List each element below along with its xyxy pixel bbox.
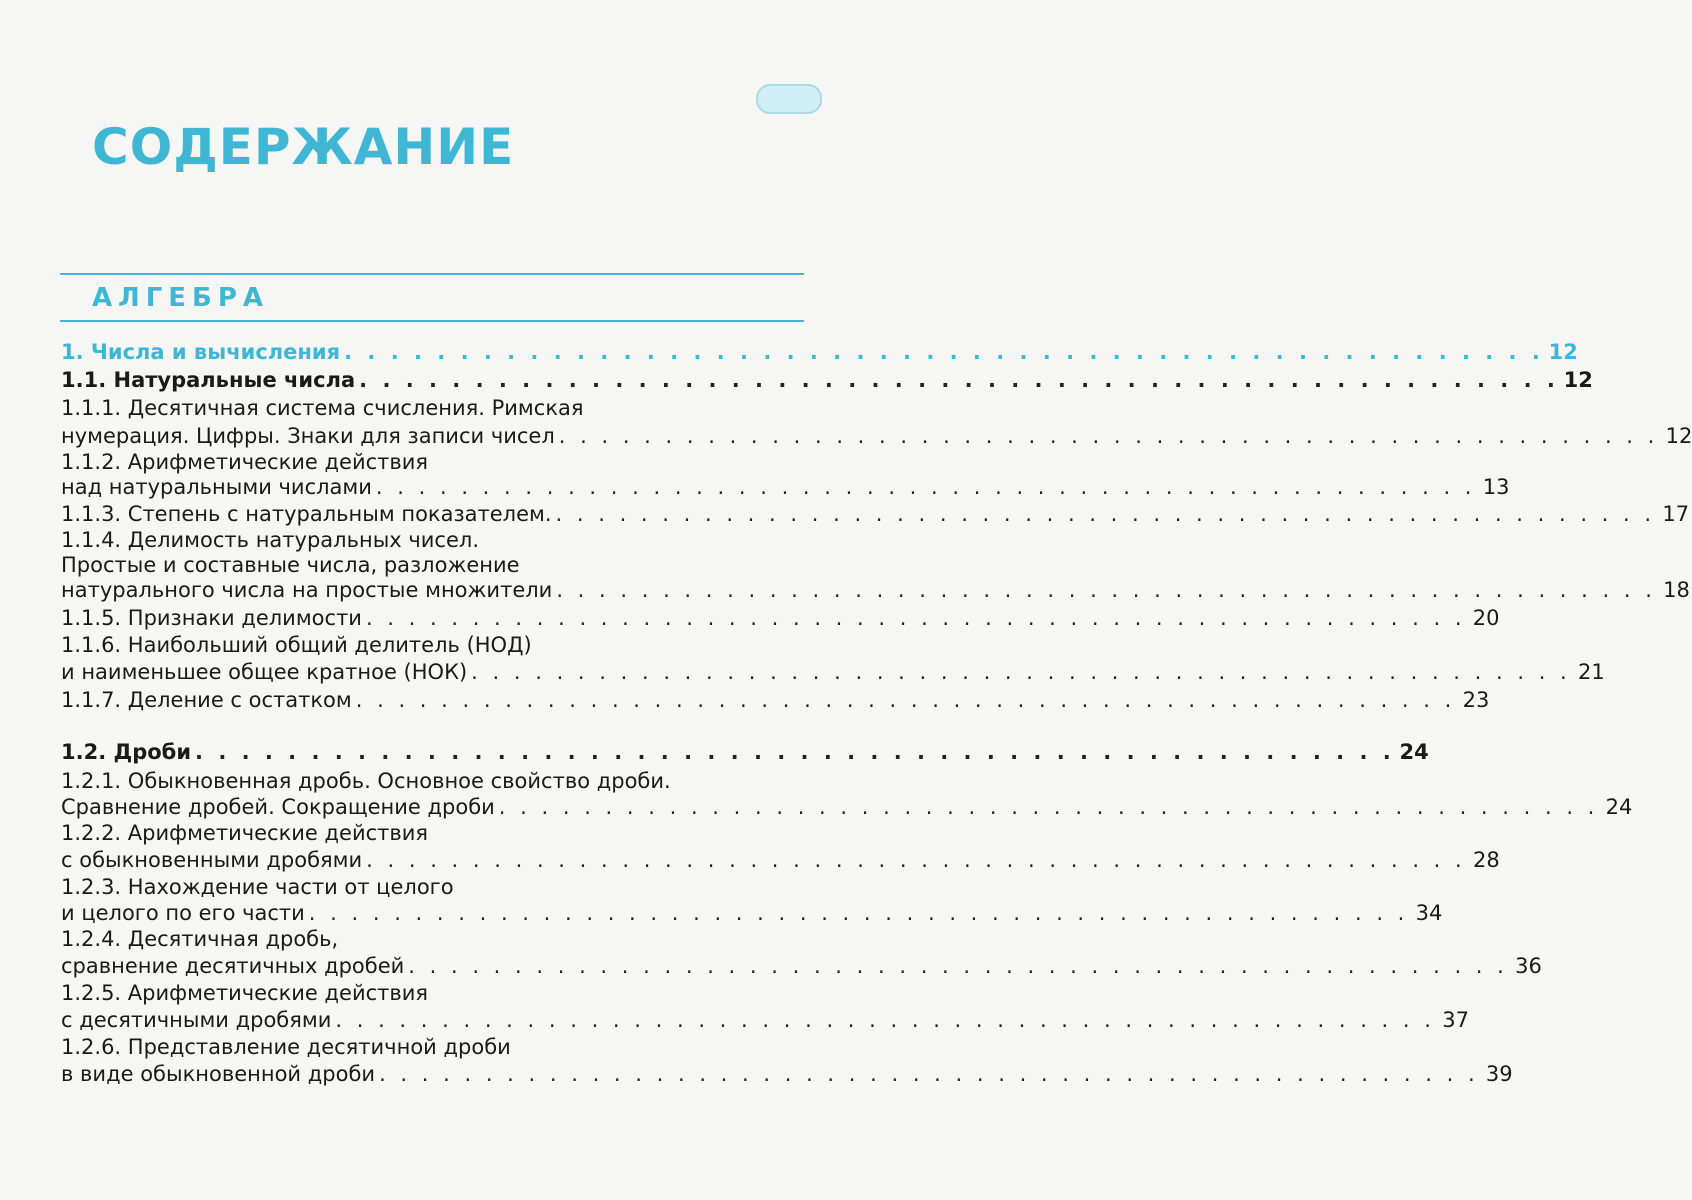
toc-entry	[61, 394, 1692, 450]
toc-entry-text: 1.1.4. Делимость натуральных чисел.	[61, 528, 479, 552]
toc-page-number: 34	[1415, 901, 1443, 925]
toc-page-number: 39	[1485, 1062, 1513, 1086]
toc-entry	[61, 632, 1605, 686]
toc-entry	[61, 604, 1500, 632]
toc-page-number: 24	[1399, 740, 1429, 764]
toc-entry-text: 1.1.1. Десятичная система счисления. Римская	[61, 396, 584, 420]
toc-page-number: 17	[1662, 502, 1690, 526]
toc-entry	[61, 874, 1443, 926]
toc-entry	[61, 820, 1500, 874]
toc-entry-text: 1.2. Дроби	[61, 740, 192, 764]
toc-entry-text: с десятичными дробями	[61, 1008, 332, 1032]
leader-dots: . . . . . . . . . . . . . . . . . . . . . . . . . . . . . . . . . . . . . . . . . . . . . . . . . . . .	[498, 795, 1599, 819]
toc-entry-text: 1.2.4. Десятичная дробь,	[61, 927, 339, 951]
toc-page-number: 20	[1472, 606, 1500, 630]
toc-entry-text: 1.1.5. Признаки делимости	[61, 606, 362, 630]
toc-page-number: 12	[1665, 424, 1692, 448]
page-title: СОДЕРЖАНИЕ	[92, 118, 515, 176]
section-heading: АЛГЕБРА	[92, 283, 270, 313]
toc-entry-text: 1.2.1. Обыкновенная дробь. Основное свойство дроби.	[61, 769, 671, 793]
leader-dots: . . . . . . . . . . . . . . . . . . . . . . . . . . . . . . . . . . . . . . . . . . . . . . . . . . . .	[355, 688, 1456, 712]
page-number-tab	[756, 84, 822, 114]
leader-dots: . . . . . . . . . . . . . . . . . . . . . . . . . . . . . . . . . . . . . . . . . . . . . . . . . . . .	[359, 368, 1559, 392]
toc-entry	[61, 738, 1429, 766]
toc-entry-text: 1.1.6. Наибольший общий делитель (НОД)	[61, 633, 532, 657]
toc-entry-text: Сравнение дробей. Сокращение дроби	[61, 795, 495, 819]
toc-entry-text: 1. Числа и вычисления	[61, 340, 341, 364]
toc-entry-text: 1.2.3. Нахождение части от целого	[61, 875, 454, 899]
toc-entry-text: 1.1. Натуральные числа	[61, 368, 356, 392]
leader-dots: . . . . . . . . . . . . . . . . . . . . . . . . . . . . . . . . . . . . . . . . . . . . . . . . . . . .	[471, 660, 1571, 684]
toc-entry-text: 1.1.7. Деление с остатком	[61, 688, 352, 712]
toc-page-number: 18	[1663, 578, 1690, 602]
leader-dots: . . . . . . . . . . . . . . . . . . . . . . . . . . . . . . . . . . . . . . . . . . . . . . . . . . . .	[335, 1008, 1435, 1032]
leader-dots: . . . . . . . . . . . . . . . . . . . . . . . . . . . . . . . . . . . . . . . . . . . . . . . . . . . .	[195, 740, 1395, 764]
leader-dots: . . . . . . . . . . . . . . . . . . . . . . . . . . . . . . . . . . . . . . . . . . . . . . . . . . . .	[366, 848, 1466, 872]
toc-entry	[61, 528, 1690, 603]
toc-page-number: 28	[1472, 848, 1500, 872]
toc-page-number: 13	[1482, 475, 1510, 499]
leader-dots: . . . . . . . . . . . . . . . . . . . . . . . . . . . . . . . . . . . . . . . . . . . . . . . . . . . .	[556, 578, 1656, 602]
toc-entry-text: с обыкновенными дробями	[61, 848, 363, 872]
toc-entry	[61, 768, 1633, 820]
divider-bottom	[60, 320, 804, 322]
toc-entry-text: 1.1.2. Арифметические действия	[61, 450, 429, 474]
toc-entry-text: 1.2.6. Представление десятичной дроби	[61, 1035, 511, 1059]
toc-page-number: 12	[1548, 340, 1578, 364]
toc-entry-text: в виде обыкновенной дроби	[61, 1062, 376, 1086]
toc-entry	[61, 500, 1690, 528]
toc-entry-text: и наименьшее общее кратное (НОК)	[61, 660, 468, 684]
toc-entry	[61, 366, 1593, 394]
leader-dots: . . . . . . . . . . . . . . . . . . . . . . . . . . . . . . . . . . . . . . . . . . . . . . . . . . . .	[408, 954, 1508, 978]
leader-dots: . . . . . . . . . . . . . . . . . . . . . . . . . . . . . . . . . . . . . . . . . . . . . . . . . . . .	[379, 1062, 1479, 1086]
toc-entry	[61, 926, 1542, 980]
toc-page-number: 12	[1563, 368, 1593, 392]
toc-entry-text: Простые и составные числа, разложение	[61, 553, 520, 577]
toc-page-number: 23	[1462, 688, 1490, 712]
toc-entry-text: сравнение десятичных дробей	[61, 954, 405, 978]
toc-entry	[61, 980, 1469, 1034]
toc-entry-text: 1.1.3. Степень с натуральным показателем.	[61, 502, 552, 526]
toc-entry	[61, 338, 1578, 366]
toc-entry	[61, 1034, 1513, 1088]
toc-page-number: 37	[1442, 1008, 1469, 1032]
divider-top	[60, 273, 804, 275]
toc-entry-text: 1.2.5. Арифметические действия	[61, 981, 429, 1005]
toc-page-number: 21	[1578, 660, 1605, 684]
toc-entry	[61, 686, 1490, 714]
toc-page-number: 24	[1605, 795, 1633, 819]
toc-entry-text: над натуральными числами	[61, 475, 372, 499]
toc-entry	[61, 450, 1510, 500]
toc-entry-text: 1.2.2. Арифметические действия	[61, 821, 429, 845]
toc-entry-text: и целого по его части	[61, 901, 305, 925]
toc-entry-text: нумерация. Цифры. Знаки для записи чисел	[61, 424, 555, 448]
leader-dots: . . . . . . . . . . . . . . . . . . . . . . . . . . . . . . . . . . . . . . . . . . . . . . . . . . . .	[365, 606, 1466, 630]
toc-entry-text: натурального числа на простые множители	[61, 578, 553, 602]
toc-page-number: 36	[1515, 954, 1542, 978]
leader-dots: . . . . . . . . . . . . . . . . . . . . . . . . . . . . . . . . . . . . . . . . . . . . . . . . . . . .	[308, 901, 1409, 925]
leader-dots: . . . . . . . . . . . . . . . . . . . . . . . . . . . . . . . . . . . . . . . . . . . . . . . . . . . .	[344, 340, 1544, 364]
leader-dots: . . . . . . . . . . . . . . . . . . . . . . . . . . . . . . . . . . . . . . . . . . . . . . . . . . . .	[555, 502, 1656, 526]
leader-dots: . . . . . . . . . . . . . . . . . . . . . . . . . . . . . . . . . . . . . . . . . . . . . . . . . . . .	[375, 475, 1476, 499]
leader-dots: . . . . . . . . . . . . . . . . . . . . . . . . . . . . . . . . . . . . . . . . . . . . . . . . . . . .	[558, 424, 1659, 448]
